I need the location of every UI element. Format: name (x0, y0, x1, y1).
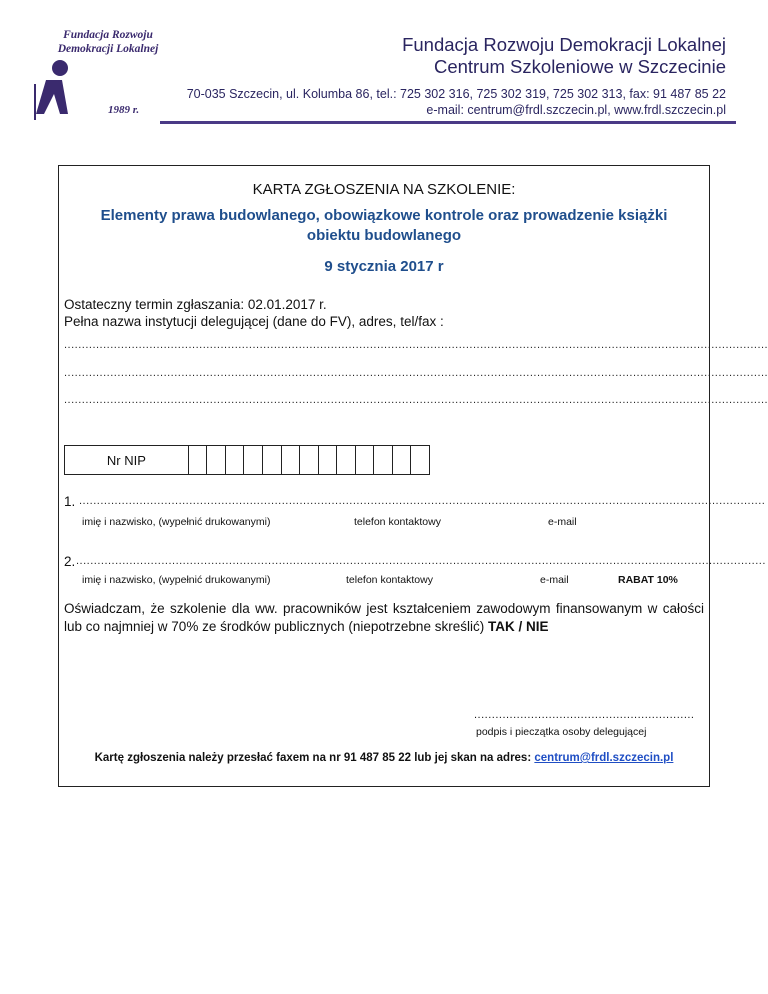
discount-label: RABAT 10% (618, 574, 678, 586)
statement-options[interactable]: TAK / NIE (487, 619, 549, 634)
nip-digit-box[interactable] (282, 446, 301, 474)
person-1-field[interactable]: ................................................................................................................................................................................................. (79, 495, 766, 507)
foundation-logo-text (38, 28, 178, 56)
organization-name-line-1: Fundacja Rozwoju Demokracji Lokalnej (402, 34, 726, 55)
statement (64, 600, 704, 636)
form-title: KARTA ZGŁOSZENIA NA SZKOLENIE: (252, 181, 516, 198)
person-1-email-label: e-mail (548, 516, 577, 528)
person-2-name-label: imię i nazwisko, (wypełnić drukowanymi) (82, 574, 271, 586)
institution-label: Pełna nazwa instytucji delegującej (dane do FV), adres, tel/fax : (64, 314, 444, 329)
training-title: Elementy prawa budowlanego, obowiązkowe kontrole oraz prowadzenie książki obiektu budowlanego (100, 207, 668, 244)
person-1-name-label: imię i nazwisko, (wypełnić drukowanymi) (82, 516, 271, 528)
organization-name-line-2: Centrum Szkoleniowe w Szczecinie (433, 56, 726, 77)
walking-figure-icon (32, 58, 72, 123)
nip-digit-box[interactable] (374, 446, 393, 474)
organization-address (187, 86, 726, 118)
nip-digit-box[interactable] (226, 446, 245, 474)
institution-field-line-3[interactable]: ...................................................................................................................................................................................................... (64, 394, 768, 406)
institution-field-line-2[interactable]: ...................................................................................................................................................................................................... (64, 367, 768, 379)
deadline-text: Ostateczny termin zgłaszania: 02.01.2017 r. (64, 297, 327, 312)
nip-digit-box[interactable] (189, 446, 208, 474)
person-2-number: 2. (64, 554, 76, 569)
nip-digit-box[interactable] (300, 446, 319, 474)
submission-text: Kartę zgłoszenia należy przesłać faxem na nr 91 487 85 22 lub jej skan na adres: (94, 752, 532, 764)
contact-line: e-mail: centrum@frdl.szczecin.pl, www.frdl.szczecin.pl (426, 103, 726, 117)
nip-field (64, 445, 430, 475)
nip-digit-box[interactable] (393, 446, 412, 474)
logo-year: 1989 r. (108, 104, 140, 116)
nip-digit-box[interactable] (244, 446, 263, 474)
logo-vertical-line (34, 84, 36, 120)
logo-line-2: Demokracji Lokalnej (57, 43, 159, 55)
statement-text: Oświadczam, że szkolenie dla ww. pracowników jest kształceniem zawodowym finansowanym w całości lub co najmniej w 70% ze środków publicznych (niepotrzebne skreślić) (64, 601, 704, 634)
person-1-number: 1. (64, 494, 76, 509)
signature-label: podpis i pieczątka osoby delegującej (476, 726, 647, 738)
nip-digit-box[interactable] (319, 446, 338, 474)
logo-line-1: Fundacja Rozwoju (63, 29, 153, 41)
nip-digit-box[interactable] (337, 446, 356, 474)
person-2-field[interactable]: .................................................................................................................................................................................................. (76, 555, 766, 567)
institution-field-line-1[interactable]: ...................................................................................................................................................................................................... (64, 339, 768, 351)
address-line: 70-035 Szczecin, ul. Kolumba 86, tel.: 725 302 316, 725 302 319, 725 302 313, fax: 91 487 85 22 (186, 87, 726, 101)
person-2-phone-label: telefon kontaktowy (346, 574, 433, 586)
nip-digit-box[interactable] (411, 446, 429, 474)
header-divider (160, 121, 736, 124)
signature-line[interactable]: .............................................................. (474, 709, 695, 721)
nip-digit-box[interactable] (356, 446, 375, 474)
person-2-email-label: e-mail (540, 574, 569, 586)
person-1-phone-label: telefon kontaktowy (354, 516, 441, 528)
organization-name (402, 34, 726, 78)
submission-email-link[interactable]: centrum@frdl.szczecin.pl (534, 752, 674, 764)
submission-instructions (58, 752, 710, 764)
nip-digit-box[interactable] (263, 446, 282, 474)
nip-digit-box[interactable] (207, 446, 226, 474)
nip-label: Nr NIP (65, 446, 189, 474)
training-date: 9 stycznia 2017 r (324, 258, 444, 275)
